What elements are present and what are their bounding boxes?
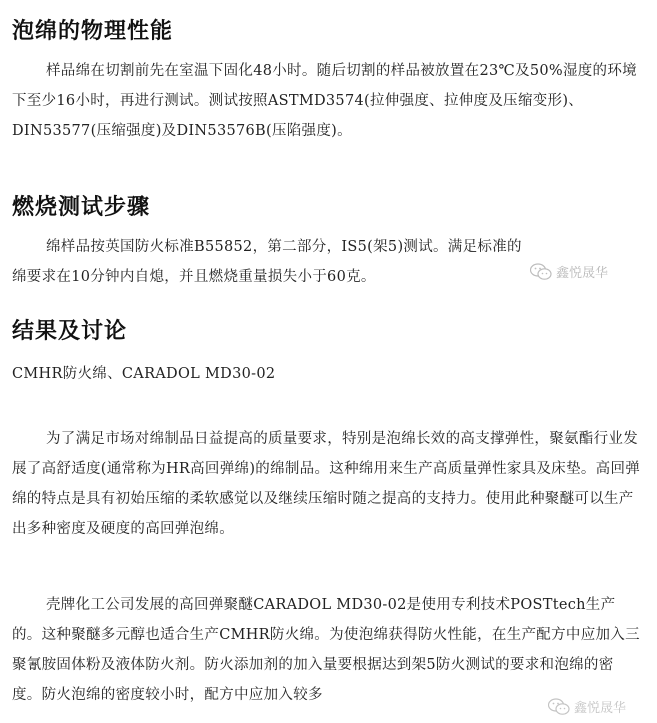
paragraph-results-2-text: 壳牌化工公司发展的高回弹聚醚CARADOL MD30-02是使用专利技术POSTtech生产的。这种聚醚多元醇也适合生产CMHR防火绵。为使泡绵获得防火性能，在生产配方中应加入三聚氰胺固体粉及液体防火剂。防火添加剂的加入量要根据达到架5防火测试的要求和泡绵的密度。防火泡绵的密度较小时，配方中应加入较多 [12,597,640,703]
watermark [530,262,608,281]
paragraph-results-2 [12,590,642,710]
watermark-label: 鑫悦晟华 [556,266,609,281]
heading-burn-test: 燃烧测试步骤 [12,195,151,220]
paragraph-physical-properties [12,56,642,146]
wechat-icon [530,263,552,281]
watermark-bottom [548,697,626,716]
paragraph-results-1-text: 为了满足市场对绵制品日益提高的质量要求，特别是泡绵长效的高支撑弹性，聚氨酯行业发展了高舒适度(通常称为HR高回弹绵)的绵制品。这种绵用来生产高质量弹性家具及床垫。高回弹绵的特点是具有初始压缩的柔软感觉以及继续压缩时随之提高的支持力。使用此种聚醚可以生产出多种密度及硬度的高回弹泡绵。 [12,431,641,537]
paragraph-burn-text: 绵样品按英国防火标准B55852，第二部分，IS5(架5)测试。满足标准的绵要求在10分钟内自熄，并且燃烧重量损失小于60克。 [12,239,522,285]
paragraph-burn-test [12,232,522,292]
heading-physical-properties: 泡绵的物理性能 [12,19,174,44]
results-subtitle: CMHR防火绵、CARADOL MD30-02 [12,366,276,382]
watermark-label-bottom: 鑫悦晟华 [574,701,627,716]
wechat-icon [548,698,570,716]
paragraph-physical-text: 样品绵在切割前先在室温下固化48小时。随后切割的样品被放置在23℃及50%湿度的环境下至少16小时，再进行测试。测试按照ASTMD3574(拉伸强度、拉伸度及压缩变形)、DIN53577(压缩强度)及DIN53576B(压陷强度)。 [12,63,637,139]
paragraph-results-1 [12,424,642,544]
heading-results: 结果及讨论 [12,319,128,344]
